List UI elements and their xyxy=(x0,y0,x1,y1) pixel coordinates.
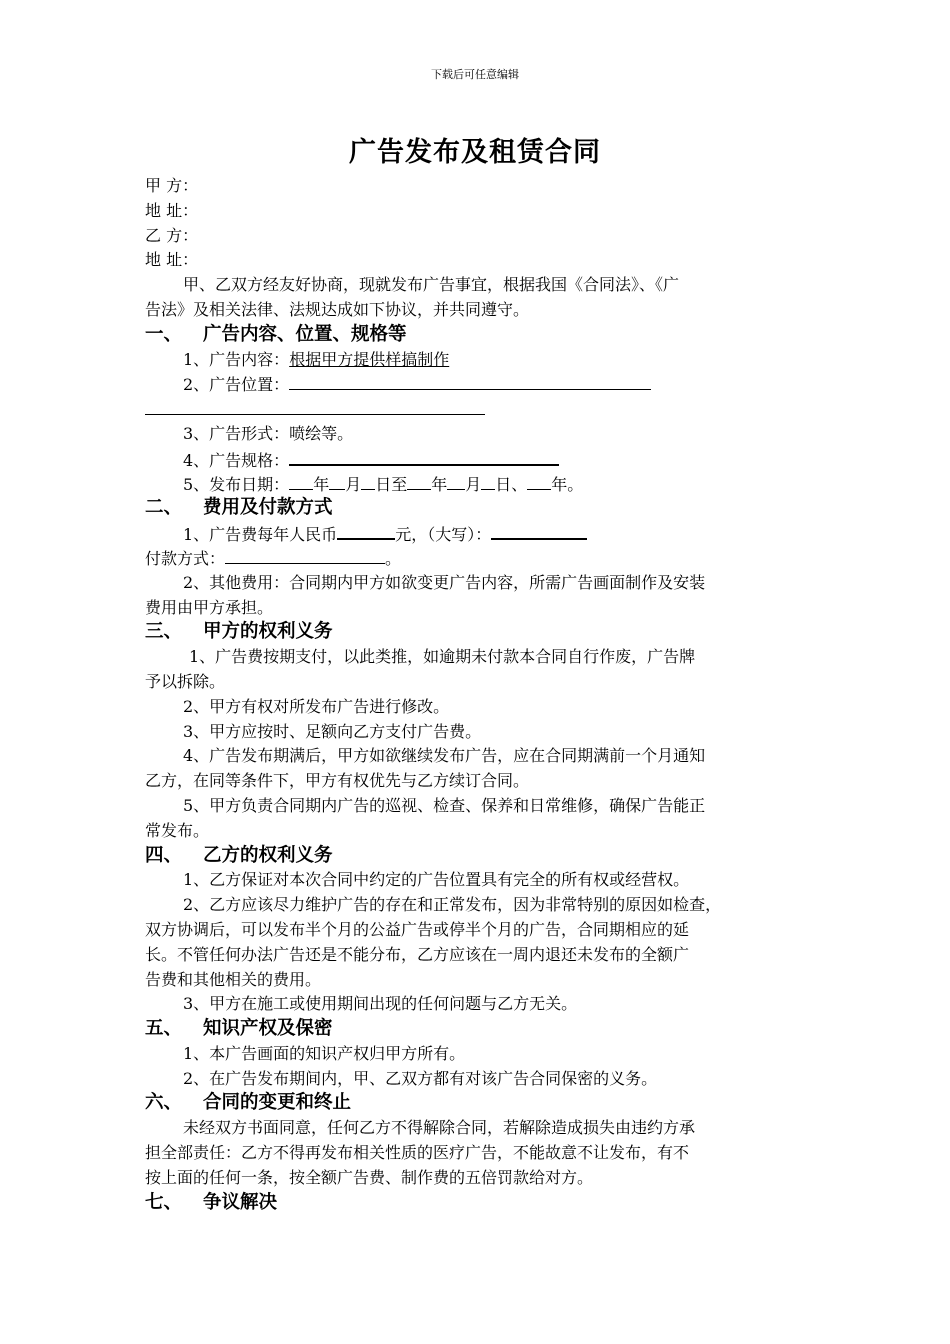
address-b-line: 地 址： xyxy=(145,250,199,270)
ad-content-value: 根据甲方提供样搞制作 xyxy=(289,349,450,369)
section-number: 六、 xyxy=(145,1092,183,1114)
section-heading xyxy=(145,844,817,869)
clause-line: 3、甲方应按时、足额向乙方支付广告费。 xyxy=(183,721,482,741)
section-heading xyxy=(145,1091,817,1116)
clause-line xyxy=(145,521,817,546)
clause-label: 1、广告费每年人民币 xyxy=(183,525,338,545)
clause-text: 年 xyxy=(431,474,448,494)
section-number: 五、 xyxy=(145,1018,183,1040)
clause-line xyxy=(145,447,817,472)
clause-line: 担全部责任：乙方不得再发布相关性质的医疗广告，不能故意不让发布，有不 xyxy=(145,1143,690,1163)
clause-line: 4、广告发布期满后，甲方如欲继续发布广告，应在合同期满前一个月通知 xyxy=(183,746,706,766)
section-heading xyxy=(145,496,817,521)
clause-line: 3、广告形式：喷绘等。 xyxy=(183,423,354,443)
section-title: 广告内容、位置、规格等 xyxy=(203,323,407,345)
fill-blank xyxy=(527,472,551,490)
fill-blank xyxy=(361,472,375,490)
clause-label: 5、发布日期： xyxy=(183,474,290,494)
intro-paragraph-line: 甲、乙双方经友好协商，现就发布广告事宜，根据我国《合同法》、《广 xyxy=(183,275,680,295)
section-title: 甲方的权利义务 xyxy=(203,621,333,643)
clause-text: 元，（大写）： xyxy=(395,525,492,545)
clause-line: 2、甲方有权对所发布广告进行修改。 xyxy=(183,696,450,716)
section-title: 合同的变更和终止 xyxy=(203,1092,352,1114)
section-heading xyxy=(145,1017,817,1042)
fill-blank xyxy=(289,447,559,466)
clause-line: 2、在广告发布期间内，甲、乙双方都有对该广告合同保密的义务。 xyxy=(183,1068,658,1088)
fill-blank xyxy=(491,521,587,540)
intro-paragraph-line: 告法》及相关法律、法规达成如下协议，并共同遵守。 xyxy=(145,299,530,319)
fill-blank xyxy=(337,521,395,540)
section-heading xyxy=(145,1191,817,1216)
party-b-line: 乙 方： xyxy=(145,225,199,245)
fill-blank xyxy=(289,372,651,390)
fill-blank xyxy=(329,472,345,490)
clause-line xyxy=(145,472,817,497)
clause-line: 乙方，在同等条件下，甲方有权优先与乙方续订合同。 xyxy=(145,771,530,791)
clause-text: 年。 xyxy=(551,474,584,494)
section-heading xyxy=(145,620,817,645)
section-number: 七、 xyxy=(145,1191,183,1213)
clause-label: 4、广告规格： xyxy=(183,450,290,470)
clause-text: 月 xyxy=(345,474,362,494)
clause-line: 予以拆除。 xyxy=(145,671,226,691)
party-a-line: 甲 方： xyxy=(145,176,199,195)
section-title: 乙方的权利义务 xyxy=(203,844,333,866)
clause-label: 2、广告位置： xyxy=(183,375,290,395)
clause-label: 1、广告内容： xyxy=(183,349,290,369)
clause-line xyxy=(145,372,817,397)
clause-text: 。 xyxy=(385,548,402,568)
section-title: 费用及付款方式 xyxy=(203,497,333,519)
section-number: 二、 xyxy=(145,497,183,519)
clause-line: 1、乙方保证对本次合同中约定的广告位置具有完全的所有权或经营权。 xyxy=(183,870,690,890)
fill-blank xyxy=(225,546,385,564)
section-number: 四、 xyxy=(145,844,183,866)
fill-blank xyxy=(289,472,313,490)
section-title: 知识产权及保密 xyxy=(203,1018,333,1040)
clause-text: 年 xyxy=(313,474,330,494)
fill-blank xyxy=(447,472,465,490)
clause-line xyxy=(145,546,817,571)
document-body xyxy=(145,174,817,1215)
header-note: 下载后可任意编辑 xyxy=(431,68,519,81)
clause-line xyxy=(145,348,817,373)
clause-line: 3、甲方在施工或使用期间出现的任何问题与乙方无关。 xyxy=(183,994,578,1014)
clause-line: 费用由甲方承担。 xyxy=(145,597,274,617)
clause-line: 1、广告费按期支付，以此类推，如逾期未付款本合同自行作废，广告牌 xyxy=(189,647,696,667)
clause-line xyxy=(145,397,817,422)
clause-line: 2、乙方应该尽力维护广告的存在和正常发布，因为非常特别的原因如检查， xyxy=(183,895,722,915)
clause-line: 双方协调后，可以发布半个月的公益广告或停半个月的广告，合同期相应的延 xyxy=(145,919,690,939)
clause-line: 告费和其他相关的费用。 xyxy=(145,969,322,989)
section-number: 三、 xyxy=(145,621,183,643)
address-a-line: 地 址： xyxy=(145,200,199,220)
fill-blank xyxy=(145,397,485,415)
clause-line: 按上面的任何一条，按全额广告费、制作费的五倍罚款给对方。 xyxy=(145,1167,594,1187)
section-number: 一、 xyxy=(145,323,183,345)
clause-text: 日至 xyxy=(375,474,408,494)
clause-line: 常发布。 xyxy=(145,820,210,840)
section-title: 争议解决 xyxy=(203,1191,278,1213)
clause-line: 5、甲方负责合同期内广告的巡视、检查、保养和日常维修，确保广告能正 xyxy=(183,795,706,815)
fill-blank xyxy=(481,472,495,490)
clause-text: 日、 xyxy=(495,474,528,494)
clause-line: 2、其他费用：合同期内甲方如欲变更广告内容，所需广告画面制作及安装 xyxy=(183,572,706,592)
clause-line: 1、本广告画面的知识产权归甲方所有。 xyxy=(183,1043,466,1063)
fill-blank xyxy=(407,472,431,490)
clause-line: 未经双方书面同意，任何乙方不得解除合同，若解除造成损失由违约方承 xyxy=(183,1118,696,1138)
section-heading xyxy=(145,323,817,348)
clause-text: 月 xyxy=(465,474,482,494)
document-title: 广告发布及租赁合同 xyxy=(349,137,601,168)
clause-line: 长。不管任何办法广告还是不能分布，乙方应该在一周内退还未发布的全额广 xyxy=(145,944,690,964)
clause-label: 付款方式： xyxy=(145,548,226,568)
